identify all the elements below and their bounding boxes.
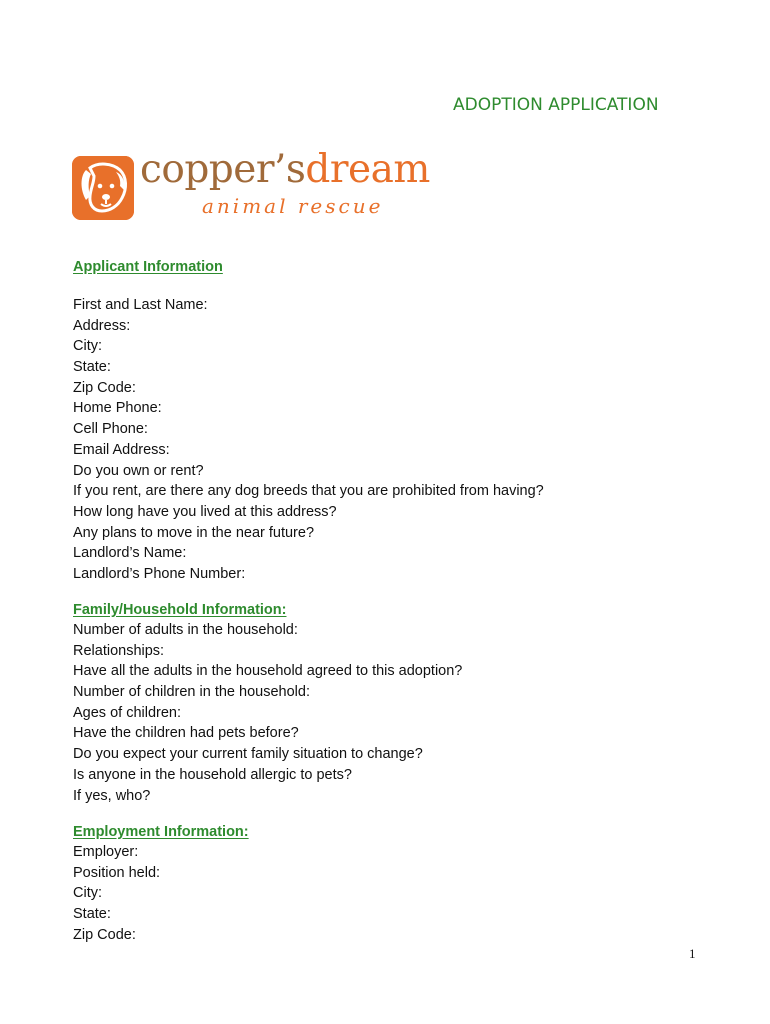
field-label: Address: [73, 317, 131, 334]
document-title: ADOPTION APPLICATION [453, 95, 659, 115]
field-label: First and Last Name: [73, 297, 208, 313]
field-label: Zip Code: [73, 379, 136, 396]
employment-field-list [73, 842, 160, 945]
employment-section-heading: Employment Information: [73, 824, 249, 840]
field-label: Employer: [73, 844, 139, 860]
field-label: Home Phone: [73, 400, 162, 417]
field-label: Number of adults in the household: [73, 622, 298, 638]
field-label: Number of children in the household: [73, 684, 310, 701]
field-label: Do you own or rent? [73, 462, 204, 479]
field-label: Ages of children: [73, 704, 182, 721]
field-label: Zip Code: [73, 926, 136, 943]
coppers-dream-logo [72, 147, 430, 222]
field-label: Have the children had pets before? [73, 725, 299, 742]
logo-wordmark [140, 147, 430, 192]
field-label: If yes, who? [73, 787, 151, 804]
field-label: How long have you lived at this address? [73, 503, 337, 520]
household-section-heading: Family/Household Information: [73, 602, 287, 618]
field-label: City: [73, 885, 102, 902]
field-label: Any plans to move in the near future? [73, 524, 315, 541]
field-label: Cell Phone: [73, 421, 148, 438]
field-label: Do you expect your current family situation to change? [73, 746, 423, 763]
logo-word-dream: dream [305, 147, 430, 192]
field-label: Have all the adults in the household agreed to this adoption? [73, 663, 463, 680]
field-label: Relationships: [73, 642, 165, 659]
page-number: 1 [689, 946, 696, 961]
field-label: Landlord’s Phone Number: [73, 565, 246, 582]
logo-tagline: animal rescue [202, 194, 384, 218]
field-label: State: [73, 906, 111, 923]
dog-face-icon [72, 156, 134, 220]
field-label: Position held: [73, 864, 161, 881]
field-label: Email Address: [73, 441, 170, 458]
logo-word-coppers: copper’s [140, 147, 306, 192]
applicant-section-heading: Applicant Information [73, 259, 223, 275]
household-field-list [73, 620, 462, 806]
field-label: City: [73, 338, 102, 355]
field-label: If you rent, are there any dog breeds that you are prohibited from having? [73, 483, 544, 500]
field-label: Is anyone in the household allergic to pets? [73, 766, 352, 783]
field-label: Landlord’s Name: [73, 545, 187, 562]
applicant-field-list [73, 295, 544, 585]
field-label: State: [73, 359, 111, 376]
